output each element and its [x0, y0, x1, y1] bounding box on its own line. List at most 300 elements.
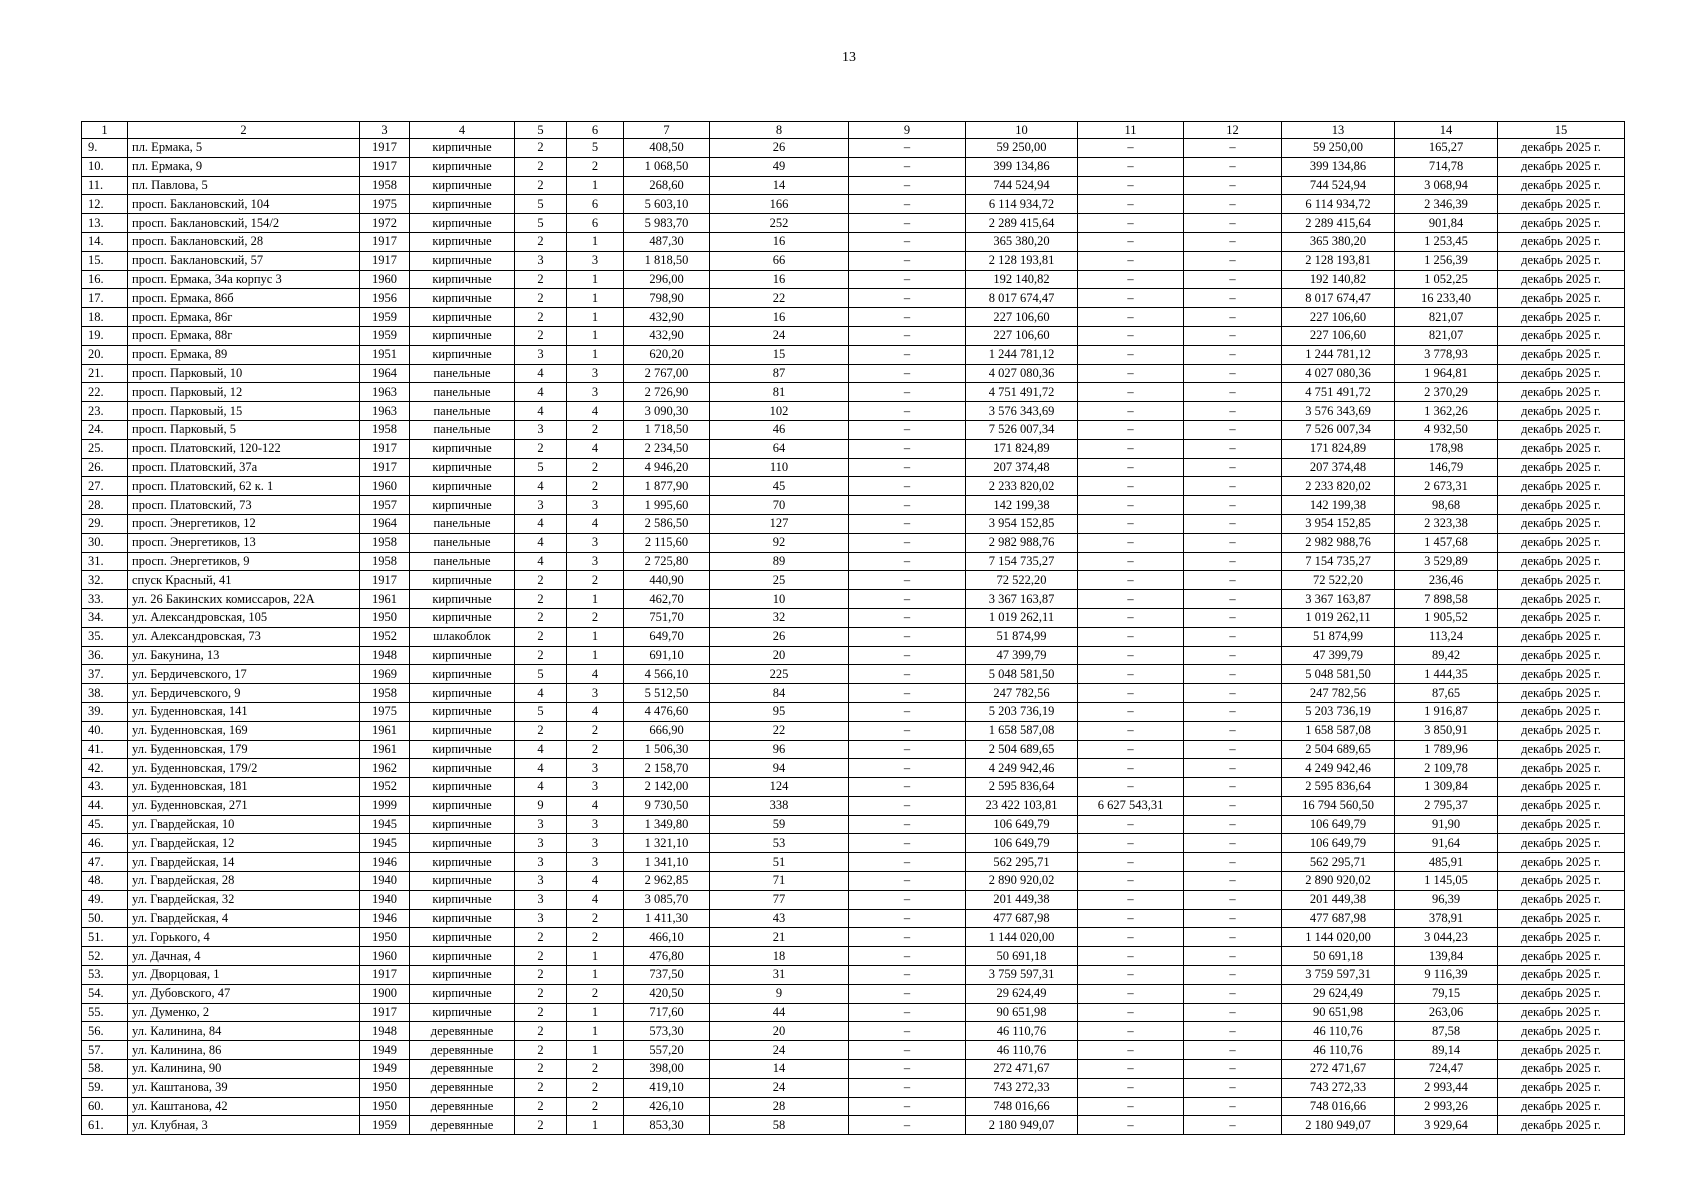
cell-entrances: 4 — [567, 514, 624, 533]
cell-col-11: 6 627 543,31 — [1078, 796, 1184, 815]
cell-deadline: декабрь 2025 г. — [1498, 364, 1625, 383]
table-row — [82, 571, 1625, 590]
cell-entrances: 3 — [567, 364, 624, 383]
cell-row-number: 11. — [82, 176, 128, 195]
cell-total-cost: 59 250,00 — [966, 139, 1078, 158]
cell-cost-per-unit: 821,07 — [1395, 308, 1498, 327]
cell-row-number: 14. — [82, 232, 128, 251]
cell-area: 268,60 — [624, 176, 710, 195]
cell-col-11: – — [1078, 270, 1184, 289]
cell-col-13: 5 203 736,19 — [1282, 702, 1395, 721]
cell-floors: 2 — [515, 157, 567, 176]
cell-col-12: – — [1184, 402, 1282, 421]
table-row — [82, 1022, 1625, 1041]
cell-address: ул. Гвардейская, 4 — [128, 909, 360, 928]
cell-col-9: – — [849, 872, 966, 891]
cell-col-9: – — [849, 778, 966, 797]
cell-wall-material: кирпичные — [410, 289, 515, 308]
cell-cost-per-unit: 378,91 — [1395, 909, 1498, 928]
table-row — [82, 270, 1625, 289]
cell-col-12: – — [1184, 308, 1282, 327]
cell-deadline: декабрь 2025 г. — [1498, 909, 1625, 928]
cell-area: 853,30 — [624, 1116, 710, 1135]
cell-cost-per-unit: 113,24 — [1395, 627, 1498, 646]
cell-floors: 4 — [515, 477, 567, 496]
cell-row-number: 37. — [82, 665, 128, 684]
cell-entrances: 1 — [567, 1116, 624, 1135]
cell-wall-material: кирпичные — [410, 232, 515, 251]
cell-entrances: 1 — [567, 947, 624, 966]
cell-deadline: декабрь 2025 г. — [1498, 232, 1625, 251]
cell-total-cost: 4 027 080,36 — [966, 364, 1078, 383]
cell-entrances: 1 — [567, 966, 624, 985]
cell-cost-per-unit: 2 346,39 — [1395, 195, 1498, 214]
cell-entrances: 3 — [567, 853, 624, 872]
cell-col-9: – — [849, 1022, 966, 1041]
cell-entrances: 3 — [567, 684, 624, 703]
cell-wall-material: кирпичные — [410, 853, 515, 872]
cell-wall-material: деревянные — [410, 1116, 515, 1135]
cell-cost-per-unit: 98,68 — [1395, 496, 1498, 515]
cell-cost-per-unit: 3 068,94 — [1395, 176, 1498, 195]
cell-row-number: 24. — [82, 420, 128, 439]
cell-area: 620,20 — [624, 345, 710, 364]
cell-floors: 2 — [515, 1041, 567, 1060]
cell-entrances: 2 — [567, 909, 624, 928]
cell-floors: 3 — [515, 872, 567, 891]
cell-total-cost: 5 203 736,19 — [966, 702, 1078, 721]
table-row — [82, 214, 1625, 233]
cell-cost-per-unit: 89,42 — [1395, 646, 1498, 665]
cell-cost-per-unit: 901,84 — [1395, 214, 1498, 233]
cell-row-number: 12. — [82, 195, 128, 214]
cell-col-9: – — [849, 1116, 966, 1135]
cell-col-12: – — [1184, 759, 1282, 778]
cell-deadline: декабрь 2025 г. — [1498, 214, 1625, 233]
cell-total-cost: 192 140,82 — [966, 270, 1078, 289]
cell-entrances: 3 — [567, 533, 624, 552]
table-row — [82, 721, 1625, 740]
cell-row-number: 32. — [82, 571, 128, 590]
cell-cost-per-unit: 89,14 — [1395, 1041, 1498, 1060]
cell-deadline: декабрь 2025 г. — [1498, 608, 1625, 627]
cell-col-9: – — [849, 552, 966, 571]
cell-wall-material: панельные — [410, 364, 515, 383]
cell-entrances: 2 — [567, 157, 624, 176]
cell-floors: 2 — [515, 571, 567, 590]
cell-total-cost: 23 422 103,81 — [966, 796, 1078, 815]
cell-col-9: – — [849, 364, 966, 383]
table-row — [82, 872, 1625, 891]
cell-col-9: – — [849, 684, 966, 703]
cell-row-number: 41. — [82, 740, 128, 759]
cell-col-12: – — [1184, 214, 1282, 233]
cell-address: ул. Буденновская, 271 — [128, 796, 360, 815]
cell-floors: 4 — [515, 533, 567, 552]
cell-area: 432,90 — [624, 308, 710, 327]
cell-wall-material: кирпичные — [410, 214, 515, 233]
cell-total-cost: 4 751 491,72 — [966, 383, 1078, 402]
cell-floors: 4 — [515, 684, 567, 703]
cell-floors: 2 — [515, 590, 567, 609]
cell-cost-per-unit: 4 932,50 — [1395, 420, 1498, 439]
cell-col-12: – — [1184, 439, 1282, 458]
cell-col-12: – — [1184, 514, 1282, 533]
cell-area: 3 085,70 — [624, 890, 710, 909]
cell-area: 2 142,00 — [624, 778, 710, 797]
cell-col-9: – — [849, 928, 966, 947]
cell-residents: 110 — [710, 458, 849, 477]
cell-wall-material: шлакоблок — [410, 627, 515, 646]
cell-residents: 124 — [710, 778, 849, 797]
cell-total-cost: 272 471,67 — [966, 1060, 1078, 1079]
cell-col-13: 50 691,18 — [1282, 947, 1395, 966]
cell-col-9: – — [849, 477, 966, 496]
cell-year-built: 1917 — [360, 966, 410, 985]
cell-total-cost: 227 106,60 — [966, 326, 1078, 345]
cell-col-11: – — [1078, 1116, 1184, 1135]
cell-address: ул. Бердичевского, 17 — [128, 665, 360, 684]
cell-row-number: 35. — [82, 627, 128, 646]
cell-address: просп. Энергетиков, 9 — [128, 552, 360, 571]
cell-col-11: – — [1078, 139, 1184, 158]
cell-col-13: 7 154 735,27 — [1282, 552, 1395, 571]
cell-deadline: декабрь 2025 г. — [1498, 139, 1625, 158]
cell-floors: 2 — [515, 289, 567, 308]
cell-cost-per-unit: 146,79 — [1395, 458, 1498, 477]
cell-wall-material: кирпичные — [410, 139, 515, 158]
cell-cost-per-unit: 87,65 — [1395, 684, 1498, 703]
cell-row-number: 36. — [82, 646, 128, 665]
cell-floors: 2 — [515, 1060, 567, 1079]
cell-entrances: 4 — [567, 702, 624, 721]
cell-col-12: – — [1184, 1003, 1282, 1022]
cell-col-13: 106 649,79 — [1282, 815, 1395, 834]
cell-deadline: декабрь 2025 г. — [1498, 402, 1625, 421]
cell-col-12: – — [1184, 721, 1282, 740]
cell-wall-material: кирпичные — [410, 928, 515, 947]
cell-floors: 2 — [515, 139, 567, 158]
cell-row-number: 27. — [82, 477, 128, 496]
cell-entrances: 4 — [567, 439, 624, 458]
cell-entrances: 3 — [567, 778, 624, 797]
cell-residents: 18 — [710, 947, 849, 966]
cell-cost-per-unit: 9 116,39 — [1395, 966, 1498, 985]
cell-address: ул. Думенко, 2 — [128, 1003, 360, 1022]
cell-entrances: 3 — [567, 251, 624, 270]
cell-residents: 58 — [710, 1116, 849, 1135]
cell-address: ул. 26 Бакинских комиссаров, 22А — [128, 590, 360, 609]
cell-col-9: – — [849, 214, 966, 233]
cell-total-cost: 8 017 674,47 — [966, 289, 1078, 308]
table-row — [82, 364, 1625, 383]
cell-cost-per-unit: 724,47 — [1395, 1060, 1498, 1079]
cell-year-built: 1949 — [360, 1041, 410, 1060]
cell-col-12: – — [1184, 608, 1282, 627]
cell-wall-material: кирпичные — [410, 439, 515, 458]
table-row — [82, 815, 1625, 834]
cell-year-built: 1917 — [360, 251, 410, 270]
cell-residents: 49 — [710, 157, 849, 176]
cell-total-cost: 2 233 820,02 — [966, 477, 1078, 496]
cell-col-11: – — [1078, 890, 1184, 909]
cell-col-13: 46 110,76 — [1282, 1041, 1395, 1060]
cell-residents: 70 — [710, 496, 849, 515]
cell-residents: 26 — [710, 627, 849, 646]
cell-wall-material: кирпичные — [410, 477, 515, 496]
cell-col-9: – — [849, 496, 966, 515]
cell-entrances: 3 — [567, 552, 624, 571]
cell-deadline: декабрь 2025 г. — [1498, 684, 1625, 703]
cell-address: просп. Ермака, 86г — [128, 308, 360, 327]
cell-floors: 3 — [515, 420, 567, 439]
cell-row-number: 49. — [82, 890, 128, 909]
cell-total-cost: 365 380,20 — [966, 232, 1078, 251]
cell-row-number: 53. — [82, 966, 128, 985]
cell-cost-per-unit: 236,46 — [1395, 571, 1498, 590]
cell-col-12: – — [1184, 496, 1282, 515]
data-table — [81, 121, 1625, 1135]
cell-col-9: – — [849, 966, 966, 985]
cell-col-11: – — [1078, 214, 1184, 233]
cell-cost-per-unit: 1 444,35 — [1395, 665, 1498, 684]
table-row — [82, 1116, 1625, 1135]
cell-col-12: – — [1184, 176, 1282, 195]
cell-floors: 2 — [515, 439, 567, 458]
cell-residents: 127 — [710, 514, 849, 533]
cell-year-built: 1999 — [360, 796, 410, 815]
table-row — [82, 176, 1625, 195]
cell-col-9: – — [849, 947, 966, 966]
cell-deadline: декабрь 2025 г. — [1498, 157, 1625, 176]
column-header-9: 9 — [849, 122, 966, 139]
cell-col-12: – — [1184, 195, 1282, 214]
cell-total-cost: 50 691,18 — [966, 947, 1078, 966]
cell-floors: 2 — [515, 947, 567, 966]
cell-total-cost: 2 982 988,76 — [966, 533, 1078, 552]
cell-col-9: – — [849, 834, 966, 853]
cell-col-12: – — [1184, 157, 1282, 176]
cell-year-built: 1946 — [360, 909, 410, 928]
cell-year-built: 1963 — [360, 383, 410, 402]
cell-entrances: 1 — [567, 590, 624, 609]
cell-area: 398,00 — [624, 1060, 710, 1079]
cell-col-12: – — [1184, 984, 1282, 1003]
cell-wall-material: кирпичные — [410, 778, 515, 797]
cell-entrances: 1 — [567, 270, 624, 289]
cell-residents: 338 — [710, 796, 849, 815]
cell-col-11: – — [1078, 176, 1184, 195]
cell-residents: 15 — [710, 345, 849, 364]
table-row — [82, 759, 1625, 778]
cell-area: 5 603,10 — [624, 195, 710, 214]
cell-cost-per-unit: 3 929,64 — [1395, 1116, 1498, 1135]
cell-row-number: 59. — [82, 1078, 128, 1097]
cell-col-11: – — [1078, 909, 1184, 928]
cell-col-11: – — [1078, 195, 1184, 214]
cell-total-cost: 399 134,86 — [966, 157, 1078, 176]
cell-entrances: 1 — [567, 345, 624, 364]
cell-col-9: – — [849, 402, 966, 421]
cell-entrances: 3 — [567, 815, 624, 834]
cell-address: просп. Ермака, 88г — [128, 326, 360, 345]
cell-area: 419,10 — [624, 1078, 710, 1097]
cell-cost-per-unit: 2 673,31 — [1395, 477, 1498, 496]
cell-residents: 87 — [710, 364, 849, 383]
cell-cost-per-unit: 178,98 — [1395, 439, 1498, 458]
table-row — [82, 1003, 1625, 1022]
cell-col-13: 3 759 597,31 — [1282, 966, 1395, 985]
cell-address: просп. Парковый, 10 — [128, 364, 360, 383]
table-row — [82, 646, 1625, 665]
cell-entrances: 1 — [567, 308, 624, 327]
cell-deadline: декабрь 2025 г. — [1498, 1078, 1625, 1097]
cell-cost-per-unit: 263,06 — [1395, 1003, 1498, 1022]
cell-col-12: – — [1184, 834, 1282, 853]
cell-col-9: – — [849, 420, 966, 439]
cell-col-11: – — [1078, 402, 1184, 421]
cell-year-built: 1961 — [360, 590, 410, 609]
cell-floors: 2 — [515, 270, 567, 289]
cell-year-built: 1958 — [360, 552, 410, 571]
cell-area: 2 726,90 — [624, 383, 710, 402]
cell-entrances: 3 — [567, 496, 624, 515]
cell-total-cost: 47 399,79 — [966, 646, 1078, 665]
cell-col-11: – — [1078, 759, 1184, 778]
cell-year-built: 1975 — [360, 195, 410, 214]
cell-col-9: – — [849, 232, 966, 251]
cell-wall-material: кирпичные — [410, 947, 515, 966]
cell-deadline: декабрь 2025 г. — [1498, 966, 1625, 985]
cell-total-cost: 2 128 193,81 — [966, 251, 1078, 270]
cell-year-built: 1964 — [360, 364, 410, 383]
cell-col-13: 47 399,79 — [1282, 646, 1395, 665]
cell-deadline: декабрь 2025 г. — [1498, 477, 1625, 496]
cell-total-cost: 227 106,60 — [966, 308, 1078, 327]
cell-wall-material: кирпичные — [410, 834, 515, 853]
cell-wall-material: деревянные — [410, 1097, 515, 1116]
cell-floors: 5 — [515, 458, 567, 477]
cell-deadline: декабрь 2025 г. — [1498, 514, 1625, 533]
table-row — [82, 1060, 1625, 1079]
cell-residents: 77 — [710, 890, 849, 909]
cell-row-number: 38. — [82, 684, 128, 703]
cell-deadline: декабрь 2025 г. — [1498, 740, 1625, 759]
cell-residents: 81 — [710, 383, 849, 402]
cell-deadline: декабрь 2025 г. — [1498, 383, 1625, 402]
cell-deadline: декабрь 2025 г. — [1498, 947, 1625, 966]
cell-cost-per-unit: 1 362,26 — [1395, 402, 1498, 421]
cell-row-number: 34. — [82, 608, 128, 627]
cell-wall-material: кирпичные — [410, 966, 515, 985]
cell-floors: 5 — [515, 702, 567, 721]
cell-col-13: 365 380,20 — [1282, 232, 1395, 251]
cell-col-13: 59 250,00 — [1282, 139, 1395, 158]
cell-col-13: 743 272,33 — [1282, 1078, 1395, 1097]
cell-address: просп. Энергетиков, 12 — [128, 514, 360, 533]
cell-residents: 102 — [710, 402, 849, 421]
cell-deadline: декабрь 2025 г. — [1498, 872, 1625, 891]
cell-residents: 92 — [710, 533, 849, 552]
cell-address: просп. Платовский, 37а — [128, 458, 360, 477]
cell-cost-per-unit: 821,07 — [1395, 326, 1498, 345]
cell-wall-material: кирпичные — [410, 646, 515, 665]
cell-col-12: – — [1184, 1041, 1282, 1060]
cell-col-9: – — [849, 308, 966, 327]
cell-deadline: декабрь 2025 г. — [1498, 834, 1625, 853]
cell-floors: 4 — [515, 364, 567, 383]
cell-col-12: – — [1184, 533, 1282, 552]
cell-col-13: 2 289 415,64 — [1282, 214, 1395, 233]
cell-year-built: 1917 — [360, 232, 410, 251]
cell-residents: 32 — [710, 608, 849, 627]
cell-entrances: 1 — [567, 326, 624, 345]
cell-address: просп. Парковый, 5 — [128, 420, 360, 439]
table-body — [82, 139, 1625, 1135]
cell-wall-material: кирпичные — [410, 759, 515, 778]
cell-year-built: 1950 — [360, 1097, 410, 1116]
column-header-1: 1 — [82, 122, 128, 139]
cell-residents: 22 — [710, 289, 849, 308]
cell-residents: 71 — [710, 872, 849, 891]
cell-residents: 14 — [710, 1060, 849, 1079]
cell-col-13: 3 576 343,69 — [1282, 402, 1395, 421]
table-row — [82, 665, 1625, 684]
cell-area: 408,50 — [624, 139, 710, 158]
cell-floors: 2 — [515, 984, 567, 1003]
cell-year-built: 1945 — [360, 834, 410, 853]
cell-col-11: – — [1078, 458, 1184, 477]
cell-area: 9 730,50 — [624, 796, 710, 815]
cell-col-11: – — [1078, 571, 1184, 590]
cell-row-number: 15. — [82, 251, 128, 270]
cell-area: 573,30 — [624, 1022, 710, 1041]
cell-entrances: 3 — [567, 759, 624, 778]
cell-year-built: 1917 — [360, 571, 410, 590]
cell-col-9: – — [849, 571, 966, 590]
cell-residents: 28 — [710, 1097, 849, 1116]
cell-address: ул. Бакунина, 13 — [128, 646, 360, 665]
cell-floors: 2 — [515, 232, 567, 251]
cell-year-built: 1957 — [360, 496, 410, 515]
cell-cost-per-unit: 1 457,68 — [1395, 533, 1498, 552]
cell-floors: 2 — [515, 1078, 567, 1097]
cell-area: 3 090,30 — [624, 402, 710, 421]
cell-col-13: 2 504 689,65 — [1282, 740, 1395, 759]
cell-deadline: декабрь 2025 г. — [1498, 251, 1625, 270]
cell-floors: 2 — [515, 308, 567, 327]
cell-col-9: – — [849, 157, 966, 176]
cell-col-12: – — [1184, 289, 1282, 308]
cell-total-cost: 90 651,98 — [966, 1003, 1078, 1022]
cell-col-9: – — [849, 627, 966, 646]
cell-year-built: 1975 — [360, 702, 410, 721]
cell-col-12: – — [1184, 364, 1282, 383]
cell-col-13: 106 649,79 — [1282, 834, 1395, 853]
cell-entrances: 1 — [567, 176, 624, 195]
cell-col-12: – — [1184, 326, 1282, 345]
cell-wall-material: кирпичные — [410, 721, 515, 740]
cell-col-11: – — [1078, 439, 1184, 458]
cell-residents: 26 — [710, 139, 849, 158]
cell-residents: 66 — [710, 251, 849, 270]
cell-col-11: – — [1078, 1022, 1184, 1041]
cell-col-13: 744 524,94 — [1282, 176, 1395, 195]
cell-wall-material: кирпичные — [410, 590, 515, 609]
cell-row-number: 9. — [82, 139, 128, 158]
cell-col-11: – — [1078, 608, 1184, 627]
table-row — [82, 984, 1625, 1003]
